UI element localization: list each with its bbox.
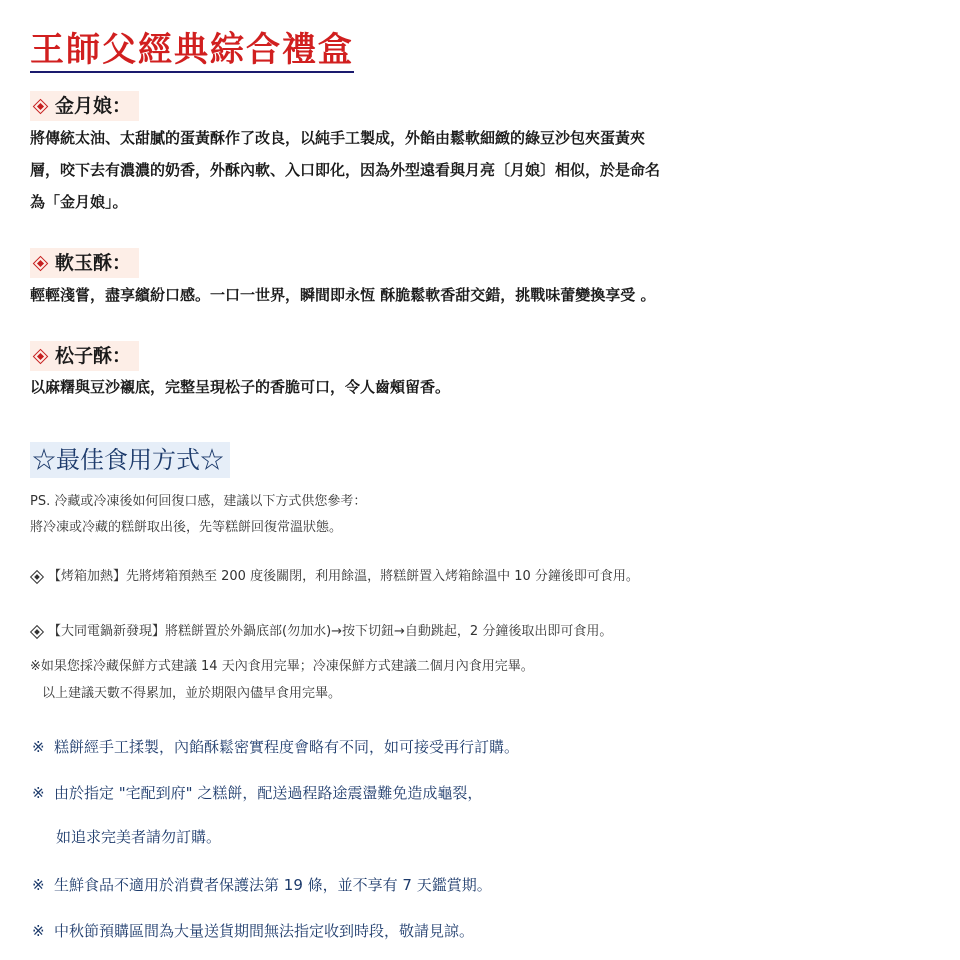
diamond-bullet-icon (30, 625, 44, 639)
reference-mark-icon: ※ (32, 738, 45, 756)
notice-text: 由於指定 "宅配到府" 之糕餅，配送過程路途震盪難免造成龜裂， (54, 784, 483, 802)
storage-note: ※如果您採冷藏保鮮方式建議 14 天內食用完畢；冷凍保鮮方式建議二個月內食用完畢。 (30, 659, 534, 674)
product-description (30, 122, 830, 218)
notice-text: 生鮮食品不適用於消費者保護法第 19 條，並不享有 7 天鑑賞期。 (54, 876, 492, 894)
product-description (30, 371, 830, 403)
description-line: 為「金月娘」。 (30, 193, 128, 211)
description-line: 將傳統太油、太甜膩的蛋黃酥作了改良，以純手工製成，外餡由鬆軟細緻的綠豆沙包夾蛋黃夾 (30, 129, 646, 147)
description-line: 輕輕淺嘗，盡享繽紛口感。一口一世界，瞬間即永恆 酥脆鬆軟香甜交錯，挑戰味蕾變換享受 。 (30, 286, 656, 304)
method-oven (30, 566, 639, 588)
diamond-bullet-icon (34, 257, 47, 270)
ps-line: 將冷凍或冷藏的糕餅取出後，先等糕餅回復常溫狀態。 (30, 520, 343, 535)
serving-title: ☆最佳食用方式☆ (30, 442, 230, 478)
diamond-bullet-icon (30, 570, 44, 584)
page-title: 王師父經典綜合禮盒 (30, 30, 354, 73)
diamond-bullet-icon (34, 350, 47, 363)
product-description (30, 279, 830, 311)
description-line: 以麻糬與豆沙襯底，完整呈現松子的香脆可口，令人齒頰留香。 (30, 378, 451, 396)
method-text: 【烤箱加熱】先將烤箱預熱至 200 度後關閉，利用餘溫，將糕餅置入烤箱餘溫中 10 分鐘後即可食用。 (48, 569, 639, 584)
notice-line (32, 874, 492, 896)
ps-line: PS. 冷藏或冷凍後如何回復口感，建議以下方式供您參考： (30, 494, 367, 509)
method-text: 【大同電鍋新發現】將糕餅置於外鍋底部(勿加水)→按下切鈕→自動跳起，2 分鐘後取出即可食用。 (48, 624, 613, 639)
product-name: 松子酥： (55, 345, 132, 367)
product-name: 金月娘： (55, 95, 132, 117)
storage-note: 以上建議天數不得累加，並於期限內儘早食用完畢。 (42, 686, 342, 701)
product-heading-jinyueniang (30, 91, 139, 121)
product-heading-songzisu (30, 341, 139, 371)
reference-mark-icon: ※ (32, 876, 45, 894)
method-rice-cooker (30, 621, 612, 643)
description-line: 層，咬下去有濃濃的奶香，外酥內軟、入口即化，因為外型遠看與月亮〔月娘〕相似，於是命名 (30, 161, 661, 179)
notice-line (32, 736, 519, 758)
notice-line (32, 920, 474, 942)
notice-line (32, 782, 482, 804)
product-heading-ruanyusu (30, 248, 139, 278)
notice-text: 糕餅經手工揉製，內餡酥鬆密實程度會略有不同，如可接受再行訂購。 (54, 738, 520, 756)
product-name: 軟玉酥： (55, 252, 132, 274)
diamond-bullet-icon (34, 100, 47, 113)
notice-text: 中秋節預購區間為大量送貨期間無法指定收到時段，敬請見諒。 (54, 922, 475, 940)
notice-text: 如追求完美者請勿訂購。 (56, 828, 222, 846)
reference-mark-icon: ※ (32, 922, 45, 940)
reference-mark-icon: ※ (32, 784, 45, 802)
